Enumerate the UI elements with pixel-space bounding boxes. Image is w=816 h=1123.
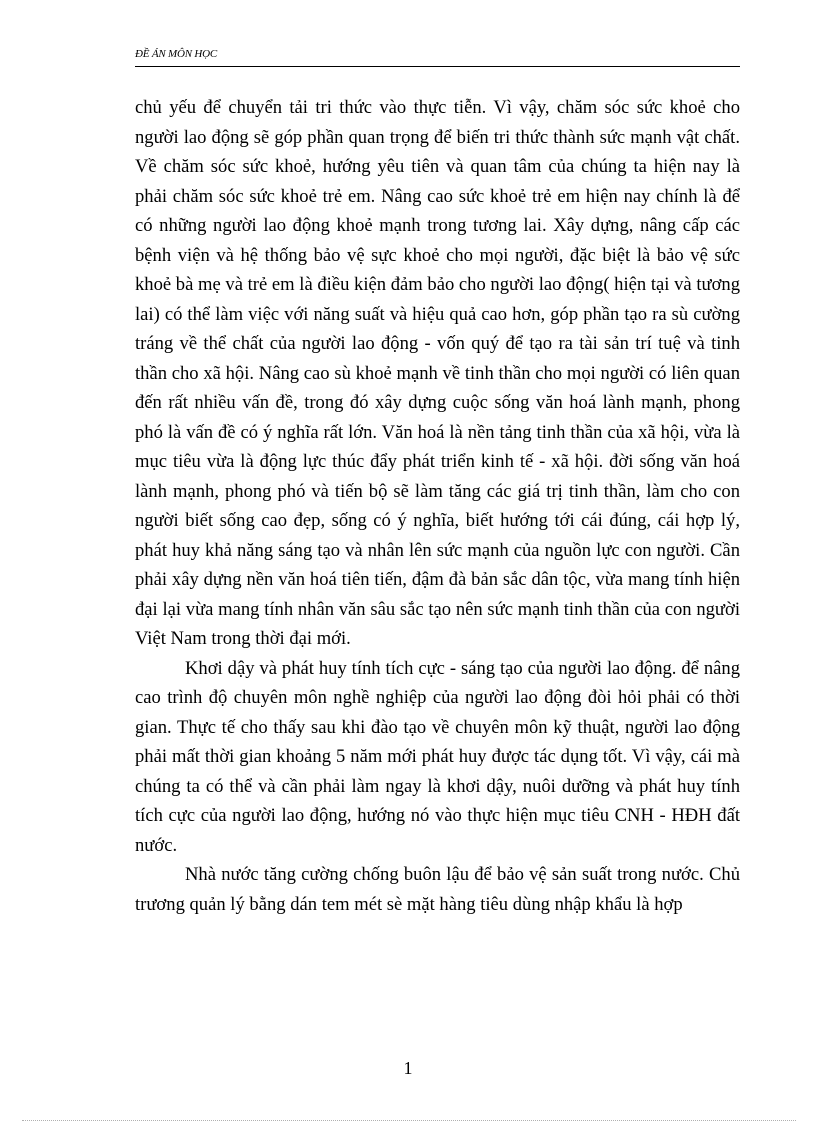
paragraph-continued: chủ yếu để chuyển tải tri thức vào thực tiễn. Vì vậy, chăm sóc sức khoẻ cho người lao động sẽ góp phần quan trọng để biến tri thức thành sức mạnh vật chất. Về chăm sóc sức khoẻ, hướng yêu tiên và quan tâm của chúng ta hiện nay là phải chăm sóc sức khoẻ trẻ em. Nâng cao sức khoẻ trẻ em hiện nay chính là để có những người lao động khoẻ mạnh trong tương lai. Xây dựng, nâng cấp các bệnh viện và hệ thống bảo vệ sực khoẻ cho mọi người, đặc biệt là bảo vệ sức khoẻ bà mẹ và trẻ em là điều kiện đảm bảo cho người lao động( hiện tại và tương lai) có thể làm việc với năng suất và hiệu quả cao hơn, góp phần tạo ra sù cường tráng về thể chất của người lao động - vốn quý để tạo ra tài sản trí tuệ và tinh thần cho xã hội. Nâng cao sù khoẻ mạnh về tinh thần cho mọi người có liên quan đến rất nhiều vấn đề, trong đó xây dựng cuộc sống văn hoá lành mạnh, phong phó là vấn đề có ý nghĩa rất lớn. Văn hoá là nền tảng tinh thần của xã hội, vừa là mục tiêu vừa là động lực thúc đẩy phát triển kinh tế - xã hội. đời sống văn hoá lành mạnh, phong phó và tiến bộ sẽ làm tăng các giá trị tinh thần, làm cho con người biết sống cao đẹp, sống có ý nghĩa, biết hướng tới cái đúng, cái hợp lý, phát huy khả năng sáng tạo và nhân lên sức mạnh của nguồn lực con người. Cần phải xây dựng nền văn hoá tiên tiến, đậm đà bản sắc dân tộc, vừa mang tính hiện đại lại vừa mang tính nhân văn sâu sắc tạo nên sức mạnh tinh thần của con người Việt Nam trong thời đại mới.	[135, 97, 740, 649]
page-number: 1	[403, 1058, 413, 1078]
paragraph: Khơi dậy và phát huy tính tích cực - sáng tạo của người lao động. để nâng cao trình độ chuyên môn nghề nghiệp của người lao động đòi hỏi phải có thời gian. Thực tế cho thấy sau khi đào tạo về chuyên môn kỹ thuật, người lao động phải mất thời gian khoảng 5 năm mới phát huy được tác dụng tốt. Vì vậy, cái mà chúng ta có thể và cần phải làm ngay là khơi dậy, nuôi dưỡng và phát huy tính tích cực của người lao động, hướng nó vào thực hiện mục tiêu CNH - HĐH đất nước.	[135, 657, 740, 856]
header-divider	[135, 66, 740, 67]
page-break-divider	[22, 1120, 796, 1121]
header-title: ĐỀ ÁN MÔN HỌC	[135, 48, 218, 60]
page-header	[135, 48, 217, 60]
document-body	[135, 93, 740, 919]
paragraph: Nhà nước tăng cường chống buôn lậu để bảo vệ sản suất trong nước. Chủ trương quản lý bằng dán tem mét sè mặt hàng tiêu dùng nhập khẩu là hợp	[135, 864, 740, 915]
